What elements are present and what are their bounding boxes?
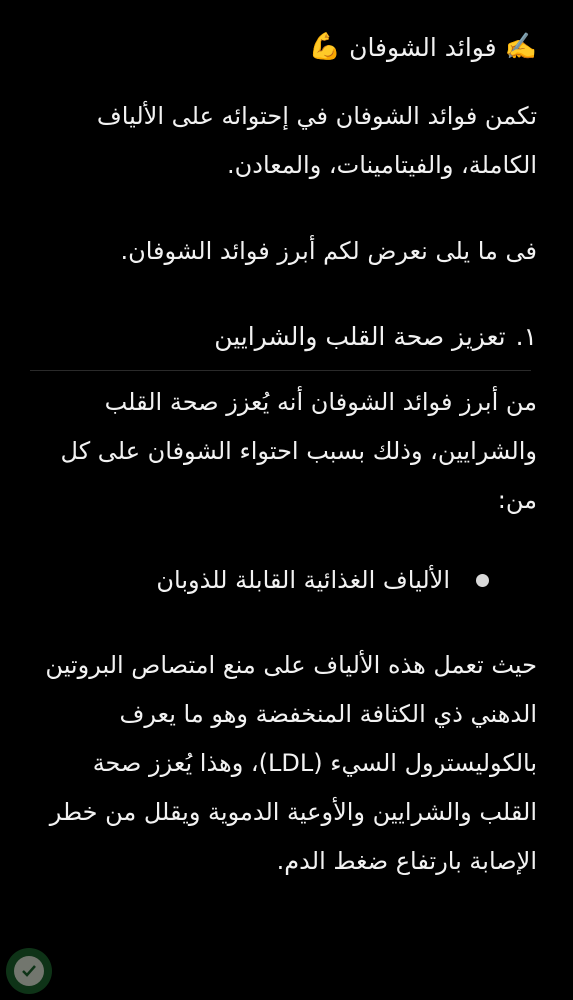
shield-check-icon bbox=[6, 948, 52, 994]
check-icon bbox=[20, 962, 38, 980]
section-number: ١. bbox=[515, 322, 537, 351]
writing-hand-icon: ✍️ bbox=[504, 32, 537, 62]
bullet-icon bbox=[476, 574, 489, 587]
list-item bbox=[30, 555, 489, 605]
page-title bbox=[30, 22, 537, 72]
section-divider bbox=[30, 370, 531, 371]
flexed-biceps-icon: 💪 bbox=[308, 32, 342, 62]
intro-paragraph-2: فى ما يلى نعرض لكم أبرز فوائد الشوفان. bbox=[120, 237, 537, 265]
intro-paragraph-1: تكمن فوائد الشوفان في إحتوائه على الألياف الكاملة، والفيتامينات، والمعادن. bbox=[96, 102, 537, 179]
list-item-text: الألياف الغذائية القابلة للذوبان bbox=[156, 566, 450, 594]
section-heading bbox=[30, 312, 537, 362]
title-text: فوائد الشوفان bbox=[349, 32, 497, 62]
watermark-inner bbox=[14, 956, 44, 986]
explanation-paragraph: حيث تعمل هذه الألياف على منع امتصاص البروتين الدهني ذي الكثافة المنخفضة وهو ما يعرف بالكوليسترول السيء (LDL)، وهذا يُعزز صحة القلب والشرايين والأوعية الدموية ويقلل من خطر الإصابة بارتفاع ضغط الدم. bbox=[45, 651, 537, 875]
section-paragraph: من أبرز فوائد الشوفان أنه يُعزز صحة القلب والشرايين، وذلك بسبب احتواء الشوفان على كل من: bbox=[60, 388, 537, 514]
section-heading-text: تعزيز صحة القلب والشرايين bbox=[214, 322, 506, 351]
